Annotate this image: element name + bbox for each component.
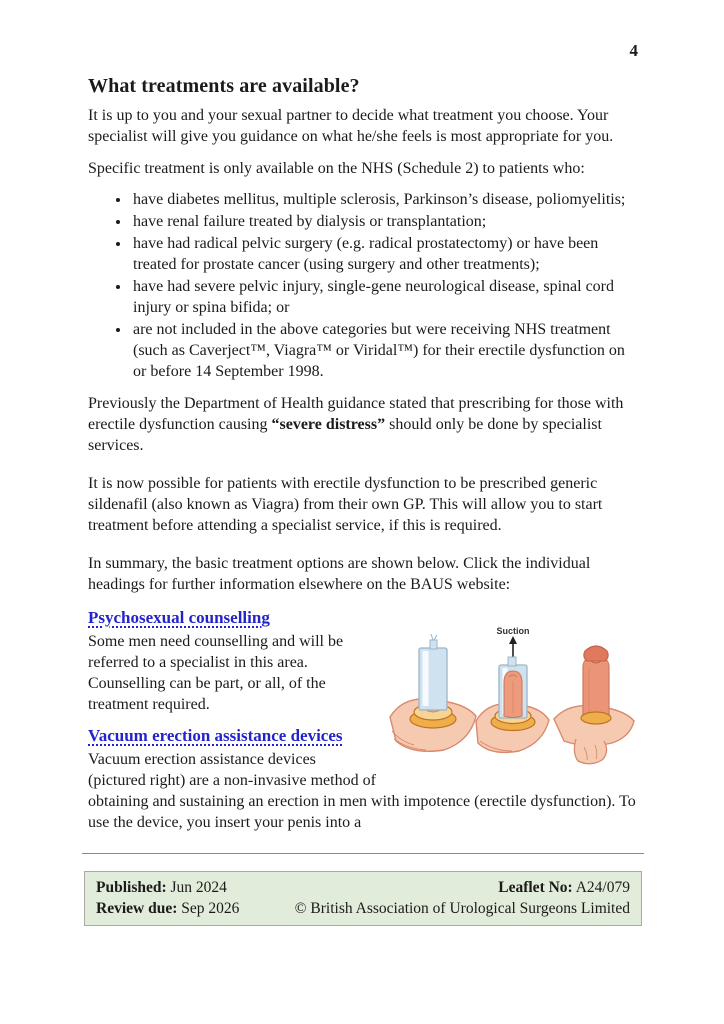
- published-label: Published:: [96, 879, 167, 896]
- copyright-line: © British Association of Urological Surgeons Limited: [294, 900, 630, 917]
- leaflet-no-label: Leaflet No:: [498, 879, 573, 896]
- figure-stage-1: [390, 634, 476, 751]
- footer-left: [96, 877, 239, 919]
- psychosexual-counselling-link[interactable]: Psychosexual counselling: [88, 608, 270, 627]
- summary-paragraph: In summary, the basic treatment options are shown below. Click the individual headings for further information elsewhere on the BAUS website:: [88, 555, 591, 593]
- sildenafil-paragraph: It is now possible for patients with erectile dysfunction to be prescribed generic sildenafil (also known as Viagra) from their own GP. This will allow you to start treatment before attending a specialist service, if this is required.: [88, 475, 603, 534]
- severe-distress-emphasis: “severe distress”: [271, 416, 386, 433]
- review-due-value: Sep 2026: [177, 900, 240, 917]
- leaflet-no-line: [295, 877, 630, 898]
- list-item: • have had severe pelvic injury, single-gene neurological disease, spinal cord injury or spina bifida; or: [131, 276, 638, 318]
- vacuum-device-illustration: [386, 621, 638, 767]
- published-line: [96, 877, 239, 898]
- intro-paragraph: It is up to you and your sexual partner to decide what treatment you choose. Your specialist will give you guidance on what he/she feels is most appropriate for you.: [88, 107, 614, 145]
- published-value: Jun 2024: [166, 879, 227, 896]
- previous-guidance-paragraph: [88, 393, 638, 456]
- page-number: 4: [629, 41, 638, 60]
- footer-divider: [82, 853, 644, 854]
- psychosexual-body: Some men need counselling and will be referred to a specialist in this area. Counselling can be part, or all, of the treatment required.: [88, 633, 344, 713]
- figure-stage-3: [554, 646, 634, 764]
- suction-label: Suction: [496, 626, 530, 636]
- footer: [84, 871, 642, 926]
- vacuum-devices-link[interactable]: Vacuum erection assistance devices: [88, 726, 343, 745]
- previous-guidance-post: should only be done by specialist services.: [88, 416, 602, 454]
- list-item: • have renal failure treated by dialysis or transplantation;: [131, 211, 638, 232]
- leaflet-no-value: A24/079: [572, 879, 630, 896]
- list-item: • are not included in the above categories but were receiving NHS treatment (such as Caverject™, Viagra™ or Viridal™) for their erectile dysfunction on or before 14 September 1998.: [131, 319, 638, 382]
- review-due-line: [96, 898, 239, 919]
- list-item: • have had radical pelvic surgery (e.g. radical prostatectomy) or have been treated for prostate cancer (using surgery and other treatments);: [131, 233, 638, 275]
- list-item: • have diabetes mellitus, multiple sclerosis, Parkinson’s disease, poliomyelitis;: [131, 189, 638, 210]
- vacuum-device-body: Vacuum erection assistance devices (pictured right) are a non-invasive method of obtaining and sustaining an erection in men with impotence (erectile dysfunction). To use the device, you insert your penis into a: [88, 751, 636, 831]
- page-title: What treatments are available?: [88, 75, 360, 97]
- previous-guidance-pre: Previously the Department of Health guidance stated that prescribing for those with erectile dysfunction causing: [88, 395, 624, 433]
- criteria-list: [88, 189, 638, 382]
- review-due-label: Review due:: [96, 900, 178, 917]
- footer-right: [295, 877, 630, 919]
- nhs-intro-paragraph: Specific treatment is only available on the NHS (Schedule 2) to patients who:: [88, 160, 585, 177]
- figure-stage-2: [476, 657, 549, 752]
